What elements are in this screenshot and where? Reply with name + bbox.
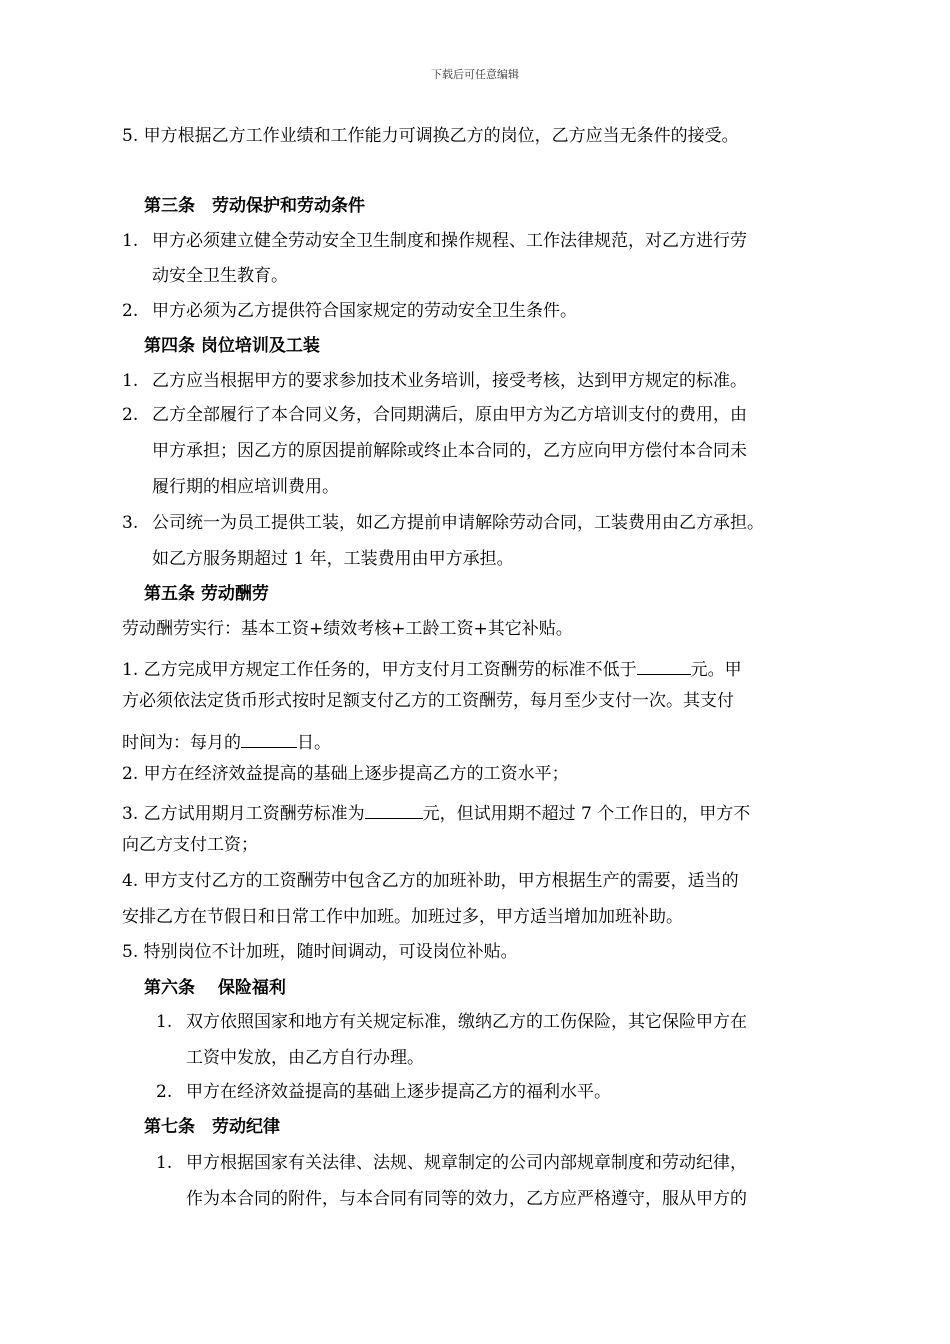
- paragraph-line: 5. 特别岗位不计加班，随时间调动，可设岗位补贴。: [122, 942, 518, 962]
- list-item-text: 甲方必须为乙方提供符合国家规定的劳动安全卫生条件。: [152, 301, 577, 321]
- list-item-text: 甲方承担；因乙方的原因提前解除或终止本合同的，乙方应向甲方偿付本合同未: [152, 441, 747, 461]
- paragraph-line: [122, 730, 331, 752]
- list-item-text: 甲方必须建立健全劳动安全卫生制度和操作规程、工作法律规范，对乙方进行劳: [152, 231, 747, 251]
- fill-in-blank: [365, 801, 423, 819]
- list-item-text: 乙方全部履行了本合同义务，合同期满后，原由甲方为乙方培训支付的费用，由: [152, 405, 747, 425]
- list-item-text: 甲方在经济效益提高的基础上逐步提高乙方的福利水平。: [186, 1082, 611, 1102]
- list-number: 3.: [122, 513, 139, 533]
- list-number: 2.: [122, 405, 139, 425]
- list-number: 2.: [122, 301, 139, 321]
- section-heading: 第六条 保险福利: [144, 978, 286, 998]
- paragraph-text: 元，但试用期不超过 7 个工作日的，甲方不: [422, 804, 751, 824]
- paragraph-text: 1. 乙方完成甲方规定工作任务的，甲方支付月工资酬劳的标准不低于: [122, 660, 637, 680]
- page-header: 下载后可任意编辑: [431, 68, 519, 81]
- paragraph-line: 劳动酬劳实行：基本工资+绩效考核+工龄工资+其它补贴。: [122, 619, 573, 639]
- section-heading: 第三条 劳动保护和劳动条件: [144, 196, 365, 216]
- paragraph-line: [122, 801, 750, 823]
- list-item-text: 动安全卫生教育。: [152, 266, 288, 286]
- paragraph-line: 2. 甲方在经济效益提高的基础上逐步提高乙方的工资水平；: [122, 764, 569, 784]
- list-item-text: 如乙方服务期超过 1 年，工装费用由甲方承担。: [152, 549, 514, 569]
- section-heading: 第五条 劳动酬劳: [144, 584, 269, 604]
- paragraph-line: 4. 甲方支付乙方的工资酬劳中包含乙方的加班补助，甲方根据生产的需要，适当的: [122, 871, 739, 891]
- fill-in-blank: [637, 657, 691, 675]
- paragraph-text: 元。甲: [690, 660, 742, 680]
- list-number: 1.: [156, 1012, 173, 1032]
- section-heading: 第四条 岗位培训及工装: [144, 336, 320, 356]
- paragraph-line: 方必须依法定货币形式按时足额支付乙方的工资酬劳，每月至少支付一次。其支付: [122, 691, 734, 711]
- list-item-text: 乙方应当根据甲方的要求参加技术业务培训，接受考核，达到甲方规定的标准。: [152, 371, 747, 391]
- list-item-text: 履行期的相应培训费用。: [152, 477, 339, 497]
- paragraph-text: 时间为：每月的: [122, 733, 241, 753]
- list-number: 1.: [122, 371, 139, 391]
- paragraph-line: 5. 甲方根据乙方工作业绩和工作能力可调换乙方的岗位，乙方应当无条件的接受。: [122, 126, 739, 146]
- paragraph-line: 向乙方支付工资；: [122, 835, 258, 855]
- list-number: 2.: [156, 1082, 173, 1102]
- section-heading: 第七条 劳动纪律: [144, 1117, 280, 1137]
- list-item-text: 甲方根据国家有关法律、法规、规章制定的公司内部规章制度和劳动纪律，: [186, 1153, 747, 1173]
- list-item-text: 公司统一为员工提供工装，如乙方提前申请解除劳动合同，工装费用由乙方承担。: [152, 513, 764, 533]
- fill-in-blank: [241, 730, 297, 748]
- paragraph-line: [122, 657, 742, 679]
- list-number: 1.: [122, 231, 139, 251]
- paragraph-text: 日。: [297, 733, 331, 753]
- list-item-text: 作为本合同的附件，与本合同有同等的效力，乙方应严格遵守，服从甲方的: [186, 1189, 747, 1209]
- paragraph-line: 安排乙方在节假日和日常工作中加班。加班过多，甲方适当增加加班补助。: [122, 907, 683, 927]
- list-item-text: 工资中发放，由乙方自行办理。: [186, 1048, 424, 1068]
- paragraph-text: 3. 乙方试用期月工资酬劳标准为: [122, 804, 365, 824]
- list-number: 1.: [156, 1153, 173, 1173]
- list-item-text: 双方依照国家和地方有关规定标准，缴纳乙方的工伤保险，其它保险甲方在: [186, 1012, 747, 1032]
